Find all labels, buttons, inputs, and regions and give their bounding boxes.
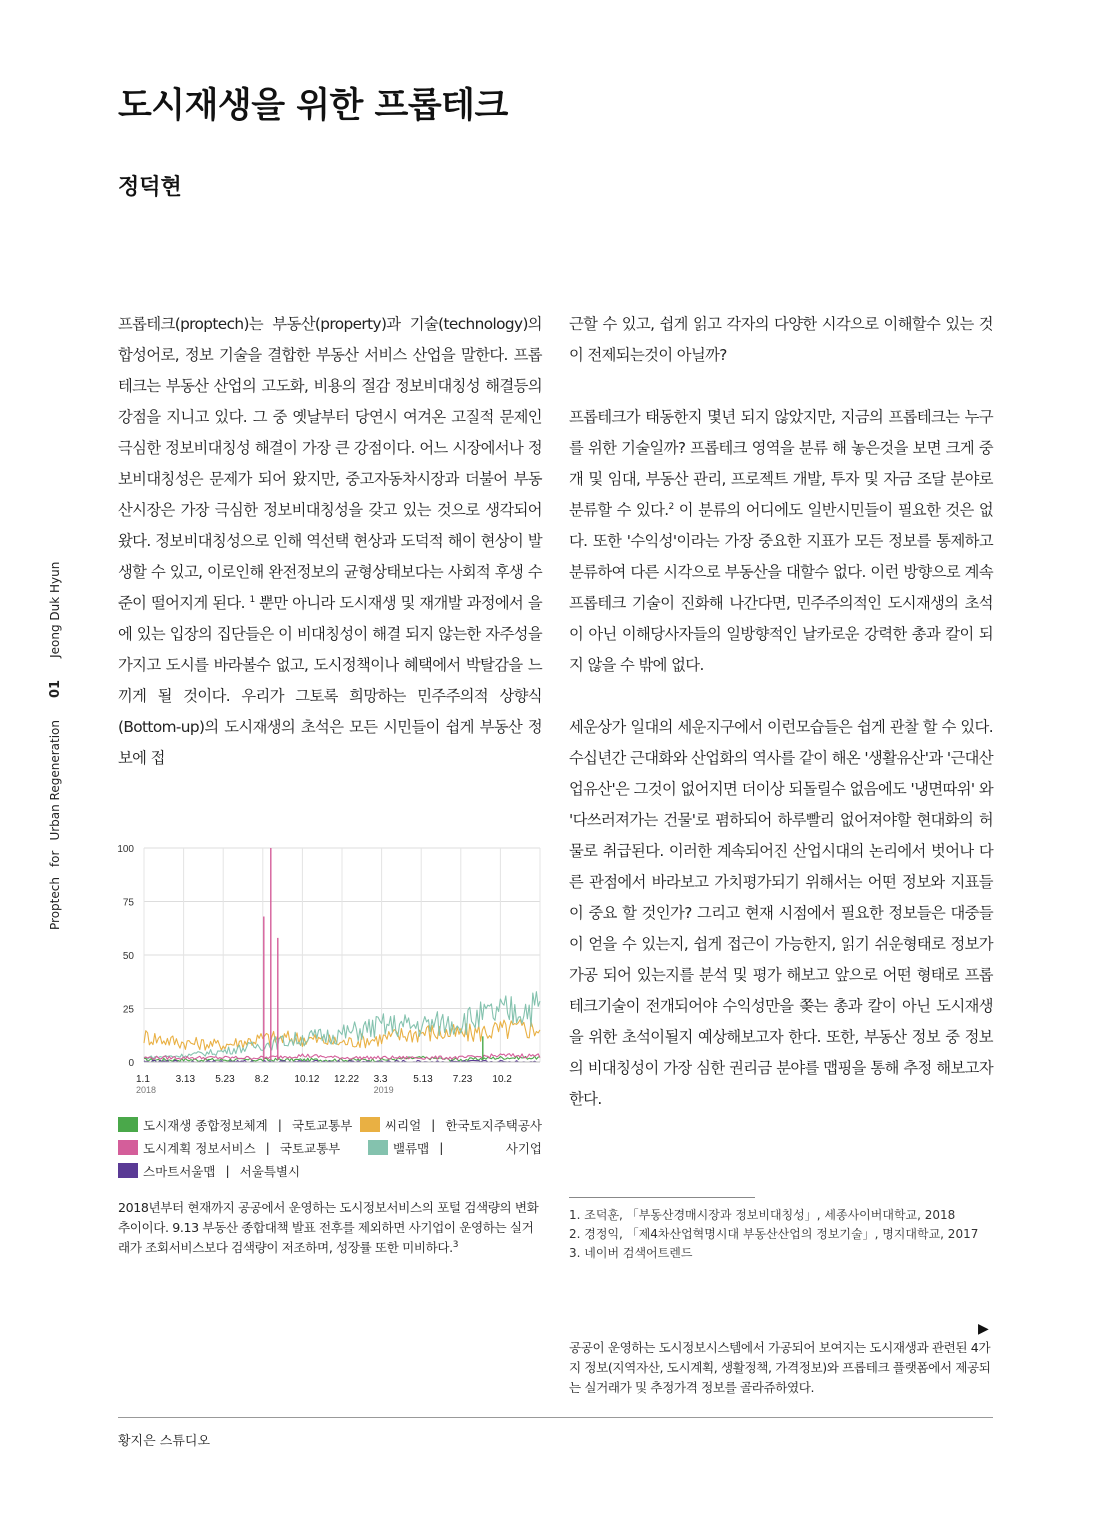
x-tick-label: 1.1 (136, 1074, 150, 1085)
x-tick-label: 10.2 (492, 1074, 512, 1085)
footer-divider (118, 1417, 993, 1418)
legend-swatch (118, 1117, 138, 1132)
x-tick-label: 3.13 (175, 1074, 196, 1085)
footer-studio: 황지은 스튜디오 (118, 1434, 211, 1449)
chart-legend (118, 1113, 542, 1182)
legend-item-urban-regen: 도시재생 종합정보체계 | 국토교통부 (118, 1116, 360, 1134)
body-paragraph: 근할 수 있고, 쉽게 읽고 각자의 다양한 시각으로 이해할수 있는 것이 전제되는것이 아닐까? (569, 315, 993, 364)
footnote-item: 1. 조덕훈, 「부동산경매시장과 정보비대칭성」, 세종사이버대학교, 2018 (569, 1208, 956, 1222)
footnote-ref-2: 2 (668, 501, 674, 512)
legend-row (118, 1113, 542, 1136)
x-tick-label: 7.23 (452, 1074, 473, 1085)
body-paragraph: 세운상가 일대의 세운지구에서 이런모습들은 쉽게 관찰 할 수 있다. 수십년간 근대화와 산업화의 역사를 같이 해온 '생활유산'과 '근대산업유산'은 그것이 없어지면 더이상 되돌릴수 없음에도 '냉면따위' 와 '다쓰러져가는 건물'로 폄하되어 하루빨리 없어져야할 현대화의 허물로 취급된다. 이러한 계속되어진 산업시대의 논리에서 벗어나 다른 관점에서 바라보고 가치평가되기 위해서는 어떤 정보와 지표들이 중요 할 것인가? 그리고 현재 시점에서 필요한 정보들은 대중들이 얻을 수 있는지, 쉽게 접근이 가능한지, 읽기 쉬운형태로 정보가 가공 되어 있는지를 분석 및 평가 해보고 앞으로 어떤 형태로 프롭테크기술이 전개되어야 수익성만을 쫒는 총과 칼이 아닌 도시재생을 위한 초석이될지 예상해보고자 한다. 또한, 부동산 정보 중 정보의 비대칭성이 가장 심한 권리금 분야를 맵핑을 통해 추정 해보고자 한다. (569, 718, 993, 1108)
side-number: 01 (48, 679, 63, 698)
body-paragraph: 프롭테크(proptech)는 부동산(property)과 기술(technology)의 합성어로, 정보 기술을 결합한 부동산 서비스 산업을 말한다. 프롭테크는 부동산 산업의 고도화, 비용의 절감 정보비대칭성 해결등의 강점을 지니고 있다. 그 중 옛날부터 당연시 여겨온 고질적 문제인 극심한 정보비대칭성 해결이 가장 큰 강점이다. 어느 시장에서나 정보비대칭성은 문제가 되어 왔지만, 중고자동차시장과 더불어 부동산시장은 가장 극심한 정보비대칭성을 갖고 있는 것으로 생각되어 왔다. 정보비대칭성으로 인해 역선택 현상과 도덕적 해이 현상이 발생할 수 있고, 이로인해 완전정보의 균형상태보다는 사회적 후생 수준이 떨어지게 된다. $^1$ 뿐만 아니라 도시재생 및 재개발 과정에서 을에 있는 입장의 집단들은 이 비대칭성이 해결 되지 않는한 자주성을 가지고 도시를 바라볼수 없고, 도시정책이나 혜택에서 박탈감을 느끼게 될 것이다. 우리가 그토록 희망하는 민주주의적 상향식(Bottom-up)의 도시재생의 초석은 모든 시민들이 쉽게 부동산 정보에 접 (118, 315, 542, 767)
legend-item-urban-plan: 도시계획 정보서비스 | 국토교통부 (118, 1139, 368, 1157)
legend-row (118, 1136, 542, 1159)
side-running-header (48, 562, 63, 930)
legend-swatch (368, 1140, 388, 1155)
y-tick-label: 75 (122, 897, 134, 909)
search-trend-chart (112, 840, 548, 1110)
x-year-label: 2018 (136, 1085, 157, 1095)
legend-swatch (118, 1163, 138, 1178)
play-arrow-icon: ▶ (978, 1321, 989, 1337)
body-left-column (118, 309, 542, 774)
image-caption: 공공이 운영하는 도시정보시스템에서 가공되어 보여지는 도시재생과 관련된 4가지 정보(지역자산, 도시계획, 생활정책, 가격정보)와 프롭테크 플랫폼에서 제공되는 실거래가 및 추정가격 정보를 골라쥬하였다. (569, 1340, 991, 1395)
footnote-ref-3: 3 (452, 1239, 459, 1250)
x-tick-label: 5.23 (215, 1074, 235, 1085)
y-tick-label: 0 (128, 1058, 134, 1069)
y-tick-label: 50 (122, 951, 134, 962)
x-tick-label: 8.2 (254, 1074, 269, 1085)
legend-swatch (118, 1140, 138, 1155)
footnotes (569, 1206, 993, 1263)
chart-caption: 2018년부터 현재까지 공공에서 운영하는 도시정보서비스의 포털 검색량의 변화추이이다. 9.13 부동산 종합대책 발표 전후를 제외하면 사기업이 운영하는 실거래가 조회서비스보다 검색량이 저조하며, 성장률 또한 미비하다.$^3$ (118, 1200, 539, 1255)
x-tick-label: 3.3 (373, 1074, 388, 1085)
y-tick-label: 100 (117, 844, 134, 855)
x-tick-label: 10.12 (294, 1074, 320, 1085)
legend-swatch (360, 1117, 380, 1132)
legend-item-ssireal: 씨리얼 | 한국토지주택공사 (360, 1116, 542, 1134)
footnote-ref-1: 1 (249, 594, 255, 605)
x-tick-label: 12.22 (334, 1074, 360, 1085)
legend-item-smart-seoul: 스마트서울맵 | 서울특별시 (118, 1162, 300, 1180)
page-title: 도시재생을 위한 프롭테크 (118, 86, 508, 126)
side-topic: Urban Regeneration (48, 719, 62, 841)
footnote-item: 3. 네이버 검색어트렌드 (569, 1246, 693, 1260)
footnote-divider (569, 1197, 755, 1198)
author-name: 정덕현 (118, 175, 182, 200)
x-year-label: 2019 (373, 1085, 394, 1095)
legend-row (118, 1159, 542, 1182)
side-author: Jeong Duk Hyun (48, 561, 62, 658)
body-right-column (569, 309, 993, 1115)
side-series: Proptech (48, 877, 62, 930)
legend-item-valuemap: 밸류맵 | 사기업 (368, 1139, 542, 1157)
x-tick-label: 5.13 (413, 1074, 433, 1085)
body-paragraph: 프롭테크가 태동한지 몇년 되지 않았지만, 지금의 프롭테크는 누구를 위한 기술일까? 프롭테크 영역을 분류 해 놓은것을 보면 크게 중개 및 임대, 부동산 관리, 프로젝트 개발, 투자 및 자금 조달 분야로 분류할 수 있다.$^2$ 이 분류의 어디에도 일반시민들이 필요한 것은 없다. 또한 '수익성'이라는 가장 중요한 지표가 모든 정보를 통제하고 분류하여 다른 시각으로 부동산을 대할수 없다. 이런 방향으로 계속 프롭테크 기술이 진화해 나간다면, 민주주의적인 도시재생의 초석이 아닌 이해당사자들의 일방향적인 날카로운 강력한 총과 칼이 되지 않을 수 밖에 없다. (569, 408, 993, 674)
side-for: for (48, 850, 62, 868)
y-tick-label: 25 (122, 1004, 134, 1016)
footnote-item: 2. 경정익, 「제4차산업혁명시대 부동산산업의 정보기술」, 명지대학교, 2017 (569, 1227, 979, 1241)
